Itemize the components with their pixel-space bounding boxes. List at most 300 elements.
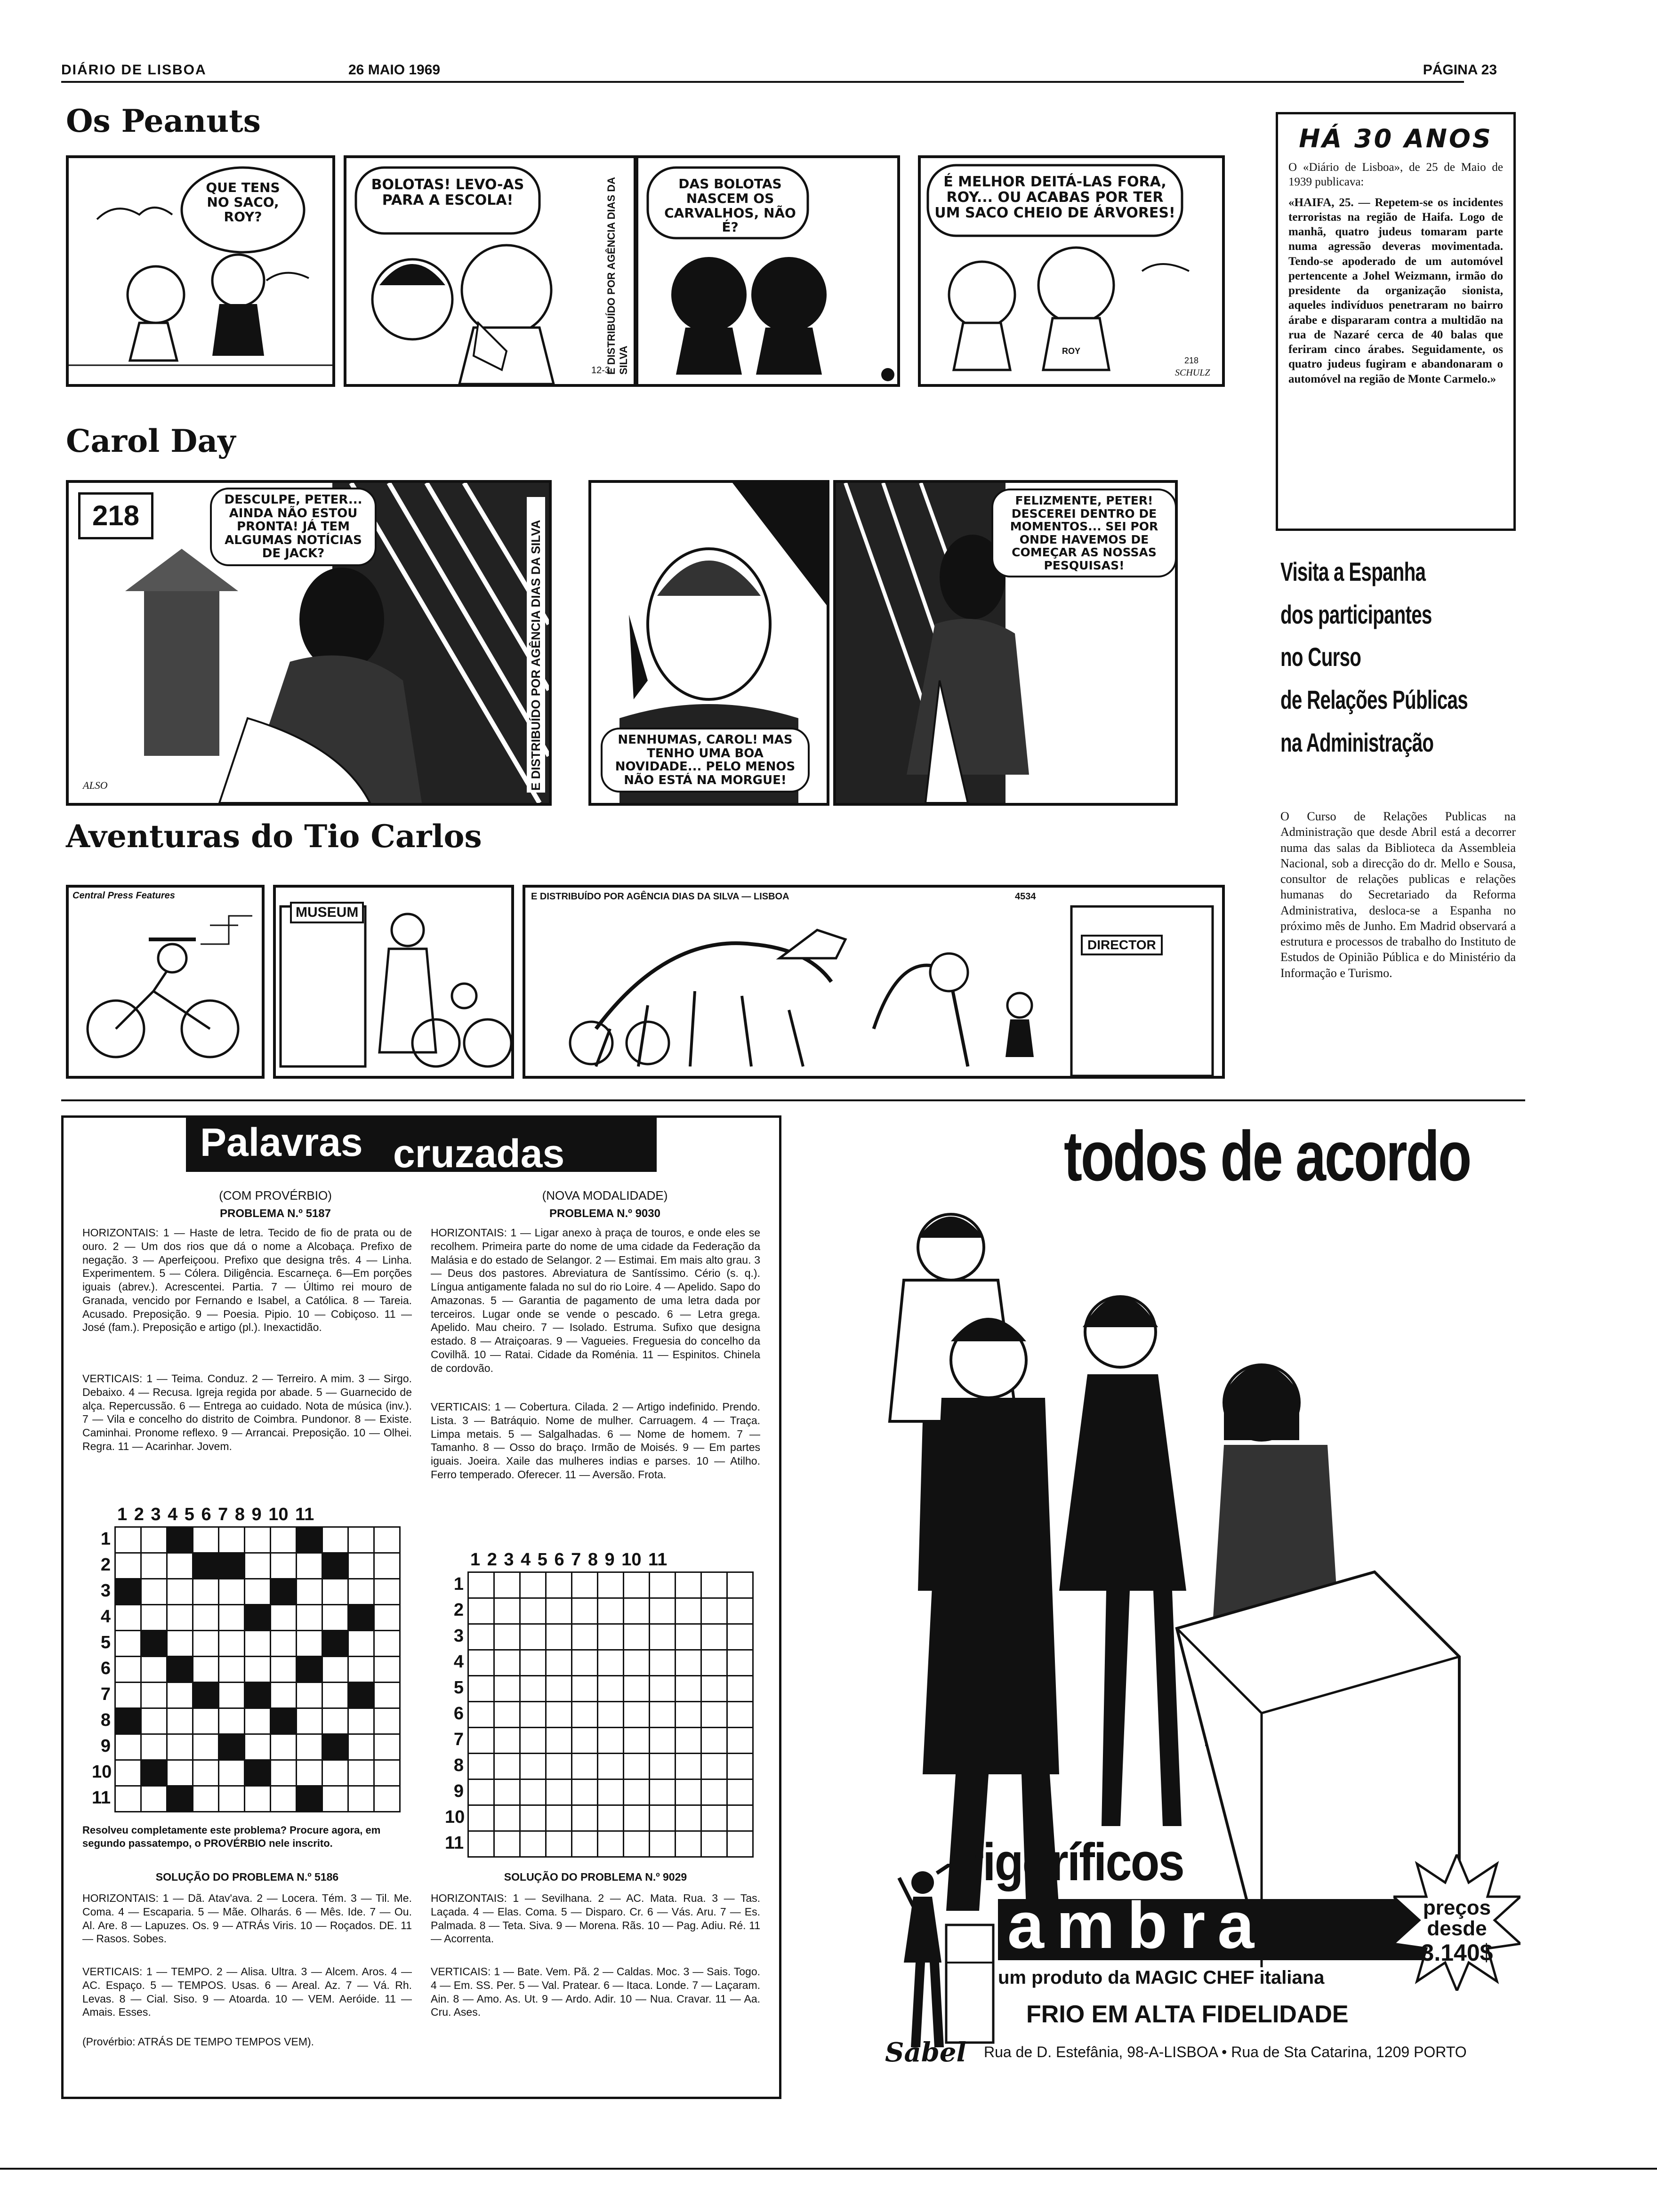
- left-grid-cell[interactable]: [219, 1760, 245, 1786]
- right-grid-cell[interactable]: [572, 1754, 598, 1779]
- right-grid-cell[interactable]: [494, 1676, 520, 1702]
- crosswords-box: [61, 1115, 781, 2099]
- left-grid-cell[interactable]: [115, 1786, 141, 1812]
- right-grid-cell[interactable]: [520, 1650, 546, 1676]
- right-grid-cell[interactable]: [701, 1598, 727, 1624]
- left-grid-cell[interactable]: [297, 1579, 322, 1605]
- right-grid-cell[interactable]: [676, 1676, 701, 1702]
- right-grid-cell[interactable]: [624, 1779, 650, 1805]
- left-grid-cell[interactable]: [297, 1605, 322, 1631]
- tio-carlos-credit: E DISTRIBUÍDO POR AGÊNCIA DIAS DA SILVA — LISBOA: [531, 891, 789, 902]
- left-grid-cell[interactable]: [374, 1683, 400, 1708]
- left-grid-cell[interactable]: [271, 1734, 297, 1760]
- left-grid-cell[interactable]: [245, 1631, 271, 1657]
- right-grid-cell[interactable]: [598, 1598, 624, 1624]
- left-grid-cell[interactable]: [219, 1657, 245, 1683]
- right-grid-cell[interactable]: [468, 1624, 494, 1650]
- right-grid-cell[interactable]: [701, 1779, 727, 1805]
- left-grid-cell[interactable]: [115, 1605, 141, 1631]
- right-grid-cell[interactable]: [701, 1805, 727, 1831]
- left-grid-cell[interactable]: [245, 1734, 271, 1760]
- ha30anos-box: [1276, 112, 1516, 531]
- right-grid-cell[interactable]: [676, 1624, 701, 1650]
- left-grid-cell[interactable]: [374, 1579, 400, 1605]
- peanuts-bubble-2: BOLOTAS! LEVO-AS PARA A ESCOLA!: [371, 176, 524, 208]
- right-row-1: 1: [453, 1574, 464, 1594]
- right-grid-cell[interactable]: [494, 1831, 520, 1857]
- right-grid-cell[interactable]: [598, 1676, 624, 1702]
- right-grid-cell[interactable]: [546, 1831, 572, 1857]
- left-grid-cell[interactable]: [322, 1657, 348, 1683]
- right-grid-cell[interactable]: [650, 1831, 676, 1857]
- right-grid-cell[interactable]: [572, 1728, 598, 1754]
- right-grid-cell[interactable]: [572, 1624, 598, 1650]
- right-grid-cell[interactable]: [701, 1728, 727, 1754]
- left-grid-cell[interactable]: [297, 1553, 322, 1579]
- right-grid-cell[interactable]: [520, 1702, 546, 1728]
- right-grid-cell[interactable]: [468, 1728, 494, 1754]
- left-grid-cell[interactable]: [141, 1657, 167, 1683]
- left-grid-cell[interactable]: [297, 1683, 322, 1708]
- right-grid-cell[interactable]: [572, 1650, 598, 1676]
- right-grid-cell[interactable]: [598, 1572, 624, 1598]
- right-grid-cell[interactable]: [494, 1598, 520, 1624]
- right-grid-cell[interactable]: [676, 1598, 701, 1624]
- left-grid-cell[interactable]: [219, 1786, 245, 1812]
- left-crossword-grid[interactable]: [114, 1526, 401, 1812]
- right-grid-cell[interactable]: [520, 1805, 546, 1831]
- right-grid-cell[interactable]: [676, 1831, 701, 1857]
- left-grid-cell[interactable]: [374, 1553, 400, 1579]
- right-grid-cell[interactable]: [650, 1676, 676, 1702]
- left-row-6: 6: [100, 1659, 111, 1678]
- right-grid-cell[interactable]: [494, 1805, 520, 1831]
- price-value: 3.140$: [1421, 1940, 1493, 1966]
- right-grid-row: [468, 1779, 753, 1805]
- tio-carlos-panel-1-drawing: [69, 888, 262, 1076]
- right-grid-cell[interactable]: [727, 1754, 753, 1779]
- right-grid-cell[interactable]: [520, 1754, 546, 1779]
- right-grid-cell[interactable]: [676, 1702, 701, 1728]
- left-grid-cell[interactable]: [271, 1553, 297, 1579]
- price-label-2: desde: [1427, 1917, 1487, 1940]
- right-solution-title: SOLUÇÃO DO PROBLEMA N.º 9029: [504, 1871, 687, 1883]
- right-grid-row: [468, 1805, 753, 1831]
- right-grid-cell[interactable]: [650, 1650, 676, 1676]
- right-grid-cell[interactable]: [546, 1572, 572, 1598]
- right-grid-cell[interactable]: [494, 1754, 520, 1779]
- left-grid-cell[interactable]: [193, 1760, 219, 1786]
- right-grid-row: [468, 1728, 753, 1754]
- right-grid-cell[interactable]: [546, 1624, 572, 1650]
- left-grid-cell[interactable]: [115, 1657, 141, 1683]
- visita-title-line-5: na Administração: [1280, 727, 1434, 757]
- left-grid-cell[interactable]: [374, 1527, 400, 1553]
- left-grid-cell[interactable]: [271, 1657, 297, 1683]
- right-grid-cell[interactable]: [701, 1676, 727, 1702]
- left-horizontais: HORIZONTAIS: 1 — Haste de letra. Tecido de fio de prata ou de ouro. 2 — Um dos rios que dá o nome a Alcobaça. Prefixo de negação. 3 — Aperfeiçoou. Prefixo que designa três. 4 — Linha. Experimentem. 5 — Cólera. Diligência. Escarneça. 6—Em porções iguais (abrev.). Acrescentei. Partia. 7 — Último rei mouro de Granada, vencido por Fernando e Isabel, a Católica. 8 — Tareia. Acusado. Preposição. 9 — Poesia. Pipio. 10 — Cobiçoso. 11 — José (fam.). Preposição e artigo (pl.). Inexactidão.: [82, 1226, 412, 1334]
- section-rule: [61, 1099, 1525, 1101]
- left-grid-cell[interactable]: [297, 1760, 322, 1786]
- right-grid-cell[interactable]: [546, 1805, 572, 1831]
- right-grid-cell[interactable]: [701, 1754, 727, 1779]
- left-grid-cell[interactable]: [374, 1734, 400, 1760]
- left-grid-cell[interactable]: [374, 1605, 400, 1631]
- right-grid-cell[interactable]: [468, 1702, 494, 1728]
- left-grid-cell[interactable]: [348, 1631, 374, 1657]
- right-grid-cell[interactable]: [676, 1650, 701, 1676]
- right-grid-cell[interactable]: [598, 1805, 624, 1831]
- peanuts-panel-3: [635, 155, 900, 387]
- right-grid-cell[interactable]: [520, 1728, 546, 1754]
- left-solution-title: SOLUÇÃO DO PROBLEMA N.º 5186: [155, 1871, 339, 1883]
- left-grid-cell[interactable]: [167, 1553, 193, 1579]
- right-grid-cell[interactable]: [624, 1805, 650, 1831]
- right-grid-cell[interactable]: [572, 1598, 598, 1624]
- right-grid-cell[interactable]: [701, 1650, 727, 1676]
- left-grid-cell[interactable]: [322, 1527, 348, 1553]
- right-grid-cell[interactable]: [520, 1779, 546, 1805]
- right-row-8: 8: [453, 1755, 464, 1775]
- ad-headline: todos de acordo: [1064, 1116, 1471, 1195]
- visita-title-line-4: de Relações Públicas: [1280, 685, 1468, 715]
- right-row-11: 11: [445, 1833, 464, 1853]
- right-grid-cell[interactable]: [598, 1702, 624, 1728]
- right-grid-cell[interactable]: [624, 1572, 650, 1598]
- left-column-numbers: 1 2 3 4 5 6 7 8 9 10 11: [117, 1505, 314, 1524]
- left-grid-cell[interactable]: [193, 1579, 219, 1605]
- left-grid-black-cell: [322, 1553, 348, 1579]
- right-grid-cell[interactable]: [624, 1831, 650, 1857]
- right-grid-cell[interactable]: [572, 1779, 598, 1805]
- left-grid-cell[interactable]: [219, 1683, 245, 1708]
- right-grid-cell[interactable]: [727, 1728, 753, 1754]
- left-grid-cell[interactable]: [141, 1683, 167, 1708]
- left-grid-black-cell: [297, 1786, 322, 1812]
- left-grid-cell[interactable]: [245, 1786, 271, 1812]
- left-grid-black-cell: [115, 1579, 141, 1605]
- tio-carlos-strip-number: 4534: [1015, 891, 1036, 902]
- right-grid-cell[interactable]: [546, 1728, 572, 1754]
- left-grid-cell[interactable]: [322, 1708, 348, 1734]
- right-grid-cell[interactable]: [494, 1702, 520, 1728]
- left-grid-cell[interactable]: [193, 1631, 219, 1657]
- left-grid-row: [115, 1605, 400, 1631]
- right-grid-cell[interactable]: [701, 1702, 727, 1728]
- right-grid-cell[interactable]: [727, 1676, 753, 1702]
- left-grid-cell[interactable]: [141, 1527, 167, 1553]
- left-grid-cell[interactable]: [141, 1553, 167, 1579]
- right-grid-cell[interactable]: [546, 1650, 572, 1676]
- left-grid-cell[interactable]: [245, 1553, 271, 1579]
- right-grid-cell[interactable]: [650, 1779, 676, 1805]
- right-grid-cell[interactable]: [650, 1728, 676, 1754]
- left-problem: PROBLEMA N.º 5187: [220, 1207, 331, 1220]
- right-grid-cell[interactable]: [727, 1831, 753, 1857]
- right-grid-row: [468, 1572, 753, 1598]
- right-grid-cell[interactable]: [572, 1805, 598, 1831]
- left-grid-black-cell: [271, 1708, 297, 1734]
- carol-day-bubble-1: DESCULPE, PETER... AINDA NÃO ESTOU PRONTA! JÁ TEM ALGUMAS NOTÍCIAS DE JACK?: [210, 488, 377, 566]
- left-question: Resolveu completamente este problema? Procure agora, em segundo passatempo, o PROVÉRBIO nele inscrito.: [82, 1824, 381, 1849]
- left-grid-cell[interactable]: [245, 1708, 271, 1734]
- left-grid-cell[interactable]: [245, 1579, 271, 1605]
- left-grid-cell[interactable]: [348, 1527, 374, 1553]
- carol-day-title: Carol Day: [66, 423, 236, 459]
- right-grid-cell[interactable]: [546, 1779, 572, 1805]
- tio-carlos-panel-3-drawing: [525, 888, 1222, 1076]
- left-grid-cell[interactable]: [348, 1579, 374, 1605]
- right-grid-cell[interactable]: [494, 1728, 520, 1754]
- right-grid-cell[interactable]: [468, 1805, 494, 1831]
- right-grid-cell[interactable]: [572, 1831, 598, 1857]
- right-grid-cell[interactable]: [572, 1676, 598, 1702]
- left-grid-cell[interactable]: [348, 1734, 374, 1760]
- left-grid-row: [115, 1708, 400, 1734]
- right-grid-row: [468, 1754, 753, 1779]
- right-grid-cell[interactable]: [701, 1572, 727, 1598]
- left-grid-cell[interactable]: [193, 1605, 219, 1631]
- left-grid-cell[interactable]: [115, 1631, 141, 1657]
- right-grid-cell[interactable]: [598, 1624, 624, 1650]
- left-grid-cell[interactable]: [245, 1657, 271, 1683]
- right-grid-cell[interactable]: [494, 1624, 520, 1650]
- right-problem: PROBLEMA N.º 9030: [549, 1207, 660, 1220]
- right-grid-cell[interactable]: [468, 1779, 494, 1805]
- left-grid-cell[interactable]: [374, 1708, 400, 1734]
- right-grid-cell[interactable]: [468, 1650, 494, 1676]
- left-grid-cell[interactable]: [271, 1605, 297, 1631]
- left-grid-cell[interactable]: [193, 1657, 219, 1683]
- right-grid-cell[interactable]: [520, 1572, 546, 1598]
- left-grid-cell[interactable]: [115, 1683, 141, 1708]
- peanuts-credit: E DISTRIBUÍDO POR AGÊNCIA DIAS DA SILVA: [605, 177, 629, 375]
- left-grid-cell[interactable]: [245, 1527, 271, 1553]
- right-verticais: VERTICAIS: 1 — Cobertura. Cilada. 2 — Artigo indefinido. Prendo. Lista. 3 — Batráquio. Nome de mulher. Carruagem. 4 — Traça. Limpa metais. 5 — Salgalhadas. 6 — Nome de homem. 7 — Tamanho. 8 — Osso do braço. Irmão de Moisés. 9 — Em partes iguais. Joeira. Xaile das mulheres indias e parses. 10 — Atilho. Ferro temperado. Oferecer. 11 — Aversão. Frota.: [431, 1401, 760, 1481]
- left-grid-cell[interactable]: [297, 1734, 322, 1760]
- right-grid-cell[interactable]: [572, 1702, 598, 1728]
- left-grid-cell[interactable]: [219, 1631, 245, 1657]
- peanuts-panel-4: [918, 155, 1225, 387]
- right-grid-cell[interactable]: [727, 1650, 753, 1676]
- left-row-8: 8: [100, 1710, 111, 1730]
- left-grid-cell[interactable]: [193, 1527, 219, 1553]
- right-grid-cell[interactable]: [572, 1572, 598, 1598]
- left-grid-cell[interactable]: [141, 1786, 167, 1812]
- ha30anos-text: «HAIFA, 25. — Repetem-se os incidentes terroristas na região de Haifa. Logo de manhã, quatro judeus tomaram parte numa agressão deveras movimentada. Tendo-se apoderado de um automóvel pertencente a Johel Weizmann, irmão do presidente da organização sionista, aqueles indivíduos penetraram no bairro árabe e dispararam contra a multidão na rua de Nazaré cerca de 40 balas que feriram cinco árabes. Seguidamente, os quatro judeus fugiram e abandonaram o automóvel na região de Monte Carmelo.»: [1288, 196, 1503, 385]
- peanuts-bubble-3: DAS BOLOTAS NASCEM OS CARVALHOS, NÃO É?: [664, 176, 796, 235]
- right-grid-cell[interactable]: [701, 1831, 727, 1857]
- left-grid-row: [115, 1657, 400, 1683]
- left-grid-cell[interactable]: [322, 1605, 348, 1631]
- right-grid-cell[interactable]: [727, 1572, 753, 1598]
- left-grid-cell[interactable]: [115, 1527, 141, 1553]
- right-grid-cell[interactable]: [624, 1754, 650, 1779]
- right-grid-cell[interactable]: [598, 1754, 624, 1779]
- right-grid-cell[interactable]: [676, 1779, 701, 1805]
- left-grid-black-cell: [245, 1760, 271, 1786]
- tio-carlos-panel-2: [273, 885, 514, 1079]
- right-grid-cell[interactable]: [546, 1598, 572, 1624]
- right-grid-cell[interactable]: [468, 1598, 494, 1624]
- right-grid-cell[interactable]: [727, 1598, 753, 1624]
- left-solution-v: VERTICAIS: 1 — TEMPO. 2 — Alisa. Ultra. 3 — Alcem. Aros. 4 — AC. Espaço. 5 — TEMPOS. Usas. 6 — Areal. Az. 7 — Vá. Rh. Levas. 8 — Cial. Siso. 9 — Atoarda. 10 — VEM. Aeróide. 11 — Amais. Esses.: [82, 1965, 412, 2019]
- left-proverb: (Provérbio: ATRÁS DE TEMPO TEMPOS VEM).: [82, 2036, 314, 2048]
- left-grid-black-cell: [322, 1734, 348, 1760]
- left-grid-cell[interactable]: [348, 1786, 374, 1812]
- right-grid-cell[interactable]: [624, 1676, 650, 1702]
- roy-label: ROY: [1062, 346, 1081, 356]
- crosswords-banner-b: cruzadas: [393, 1131, 565, 1176]
- left-grid-cell[interactable]: [167, 1683, 193, 1708]
- right-grid-cell[interactable]: [624, 1702, 650, 1728]
- carol-day-panel-2: [588, 480, 829, 806]
- right-grid-cell[interactable]: [520, 1831, 546, 1857]
- left-grid-row: [115, 1631, 400, 1657]
- right-grid-cell[interactable]: [624, 1728, 650, 1754]
- left-grid-cell[interactable]: [141, 1734, 167, 1760]
- left-grid-cell[interactable]: [271, 1631, 297, 1657]
- ha30anos-intro: O «Diário de Lisboa», de 25 de Maio de 1939 publicava:: [1288, 161, 1503, 189]
- right-grid-cell[interactable]: [494, 1572, 520, 1598]
- right-grid-cell[interactable]: [650, 1702, 676, 1728]
- right-grid-cell[interactable]: [727, 1779, 753, 1805]
- left-grid-cell[interactable]: [374, 1631, 400, 1657]
- left-grid-cell[interactable]: [141, 1708, 167, 1734]
- left-grid-cell[interactable]: [141, 1605, 167, 1631]
- left-grid-cell[interactable]: [322, 1683, 348, 1708]
- right-crossword-grid[interactable]: [467, 1571, 754, 1858]
- left-grid-black-cell: [167, 1657, 193, 1683]
- right-grid-cell[interactable]: [676, 1754, 701, 1779]
- left-grid-cell[interactable]: [115, 1553, 141, 1579]
- left-grid-cell[interactable]: [348, 1708, 374, 1734]
- left-grid-cell[interactable]: [167, 1605, 193, 1631]
- left-grid-cell[interactable]: [271, 1683, 297, 1708]
- right-grid-cell[interactable]: [727, 1702, 753, 1728]
- left-grid-cell[interactable]: [167, 1631, 193, 1657]
- left-grid-black-cell: [245, 1683, 271, 1708]
- right-grid-cell[interactable]: [520, 1624, 546, 1650]
- right-grid-cell[interactable]: [598, 1831, 624, 1857]
- left-grid-black-cell: [141, 1631, 167, 1657]
- right-grid-cell[interactable]: [727, 1805, 753, 1831]
- right-grid-cell[interactable]: [624, 1650, 650, 1676]
- left-row-5: 5: [100, 1633, 111, 1652]
- ad-product: frigoríficos: [951, 1833, 1184, 1891]
- right-grid-cell[interactable]: [546, 1754, 572, 1779]
- right-grid-cell[interactable]: [650, 1572, 676, 1598]
- left-grid-cell[interactable]: [348, 1553, 374, 1579]
- left-grid-row: [115, 1553, 400, 1579]
- right-grid-cell[interactable]: [468, 1754, 494, 1779]
- peanuts-panel-2: [344, 155, 636, 387]
- left-grid-cell[interactable]: [115, 1734, 141, 1760]
- right-grid-row: [468, 1624, 753, 1650]
- left-grid-cell[interactable]: [219, 1708, 245, 1734]
- left-grid-row: [115, 1527, 400, 1553]
- left-solution-h: HORIZONTAIS: 1 — Dã. Atav'ava. 2 — Locera. Tém. 3 — Til. Me. Coma. 4 — Escaparia. 5 — Mãe. Olharás. 6 — Mês. Ide. 7 — Ou. Al. Are. 8 — Lapuzes. Os. 9 — ATRÁs Viris. 10 — Roçados. DE. 11 — Rasos. Sobes.: [82, 1892, 412, 1945]
- right-grid-cell[interactable]: [650, 1754, 676, 1779]
- visita-text: O Curso de Relações Publicas na Administração que desde Abril está a decorrer numa das salas da Biblioteca da Assembleia Nacional, sob a direcção do dr. Mello e Sousa, consultor de relações publicas e relações humanas do Secretariado da Reforma Administrativa, desloca-se a Espanha no próximo mês de Junho. Em Madrid observará a estrutura e processos de trabalho do Instituto de Estudos de Opinião Pública e do Ministério da Informação e Turismo.: [1280, 809, 1516, 980]
- right-grid-cell[interactable]: [494, 1650, 520, 1676]
- right-grid-cell[interactable]: [494, 1779, 520, 1805]
- right-grid-cell[interactable]: [468, 1831, 494, 1857]
- right-grid-cell[interactable]: [520, 1676, 546, 1702]
- left-grid-cell[interactable]: [322, 1786, 348, 1812]
- left-grid-cell[interactable]: [271, 1786, 297, 1812]
- carol-day-bubble-3: FELIZMENTE, PETER! DESCEREI DENTRO DE MOMENTOS... SEI POR ONDE HAVEMOS DE COMEÇAR AS NOSSAS PESQUISAS!: [991, 489, 1177, 577]
- left-grid-cell[interactable]: [374, 1657, 400, 1683]
- left-grid-cell[interactable]: [167, 1579, 193, 1605]
- left-grid-cell[interactable]: [322, 1760, 348, 1786]
- director-sign: DIRECTOR: [1081, 935, 1163, 955]
- museum-sign: MUSEUM: [290, 902, 364, 923]
- right-grid-cell[interactable]: [598, 1728, 624, 1754]
- right-row-numbers: [445, 1571, 464, 1856]
- left-grid-cell[interactable]: [374, 1786, 400, 1812]
- right-grid-cell[interactable]: [598, 1779, 624, 1805]
- right-row-6: 6: [453, 1704, 464, 1723]
- peanuts-strip-number: 218: [1184, 356, 1199, 365]
- right-grid-cell[interactable]: [676, 1572, 701, 1598]
- left-grid-cell[interactable]: [271, 1527, 297, 1553]
- right-horizontais: HORIZONTAIS: 1 — Ligar anexo à praça de touros, e onde eles se recolhem. Primeira parte do nome de uma cidade da Federação da Malásia e do estado de Selangor. 2 — Estimai. Em mais alto grau. 3 — Deus dos pastores. Abreviatura de Santíssimo. Cério (s. q.). Língua antigamente falada no sul do rio Loire. 4 — Apelido. Sapo do Amazonas. 5 — Garantia de pagamento de uma letra dada por terceiros. Lugar onde se vende o pescado. 6 — Letra grega. Apelido. Mau cheiro. 7 — Isolado. Estruma. Sufixo que designa estado. 8 — Atraiçoaras. 9 — Vagueies. Freguesia do concelho da Covilhã. 10 — Ratai. Cidade da Roménia. 11 — Espinitos. Chinela de cordovão.: [431, 1226, 760, 1374]
- left-grid-cell[interactable]: [115, 1760, 141, 1786]
- right-subtitle: (NOVA MODALIDADE): [542, 1188, 668, 1202]
- right-grid-cell[interactable]: [546, 1702, 572, 1728]
- left-grid-cell[interactable]: [297, 1708, 322, 1734]
- left-grid-cell[interactable]: [219, 1527, 245, 1553]
- left-grid-cell[interactable]: [374, 1760, 400, 1786]
- right-grid-cell[interactable]: [546, 1676, 572, 1702]
- peanuts-strip-date: 12-3: [591, 365, 611, 376]
- right-grid-cell[interactable]: [624, 1624, 650, 1650]
- left-grid-cell[interactable]: [167, 1708, 193, 1734]
- left-grid-black-cell: [297, 1657, 322, 1683]
- left-grid-cell[interactable]: [297, 1631, 322, 1657]
- left-grid-cell[interactable]: [271, 1760, 297, 1786]
- peanuts-bubble-1: QUE TENS NO SACO, ROY?: [206, 180, 280, 224]
- left-grid-black-cell: [322, 1631, 348, 1657]
- left-grid-cell[interactable]: [348, 1760, 374, 1786]
- left-grid-cell[interactable]: [141, 1579, 167, 1605]
- right-grid-cell[interactable]: [650, 1624, 676, 1650]
- right-grid-cell[interactable]: [468, 1676, 494, 1702]
- carol-day-panel-1: [66, 480, 552, 806]
- right-grid-row: [468, 1831, 753, 1857]
- right-grid-cell[interactable]: [468, 1572, 494, 1598]
- left-grid-cell[interactable]: [167, 1760, 193, 1786]
- right-grid-cell[interactable]: [676, 1805, 701, 1831]
- left-grid-cell[interactable]: [219, 1579, 245, 1605]
- right-grid-cell[interactable]: [598, 1650, 624, 1676]
- left-grid-cell[interactable]: [193, 1786, 219, 1812]
- left-grid-cell[interactable]: [193, 1708, 219, 1734]
- left-grid-cell[interactable]: [348, 1657, 374, 1683]
- right-grid-cell[interactable]: [520, 1598, 546, 1624]
- left-grid-cell[interactable]: [219, 1605, 245, 1631]
- right-grid-cell[interactable]: [650, 1805, 676, 1831]
- right-grid-cell[interactable]: [624, 1598, 650, 1624]
- left-grid-cell[interactable]: [322, 1579, 348, 1605]
- right-grid-cell[interactable]: [676, 1728, 701, 1754]
- right-grid-cell[interactable]: [727, 1624, 753, 1650]
- left-grid-cell[interactable]: [167, 1734, 193, 1760]
- right-grid-cell[interactable]: [701, 1624, 727, 1650]
- left-grid-cell[interactable]: [193, 1734, 219, 1760]
- right-grid-cell[interactable]: [650, 1598, 676, 1624]
